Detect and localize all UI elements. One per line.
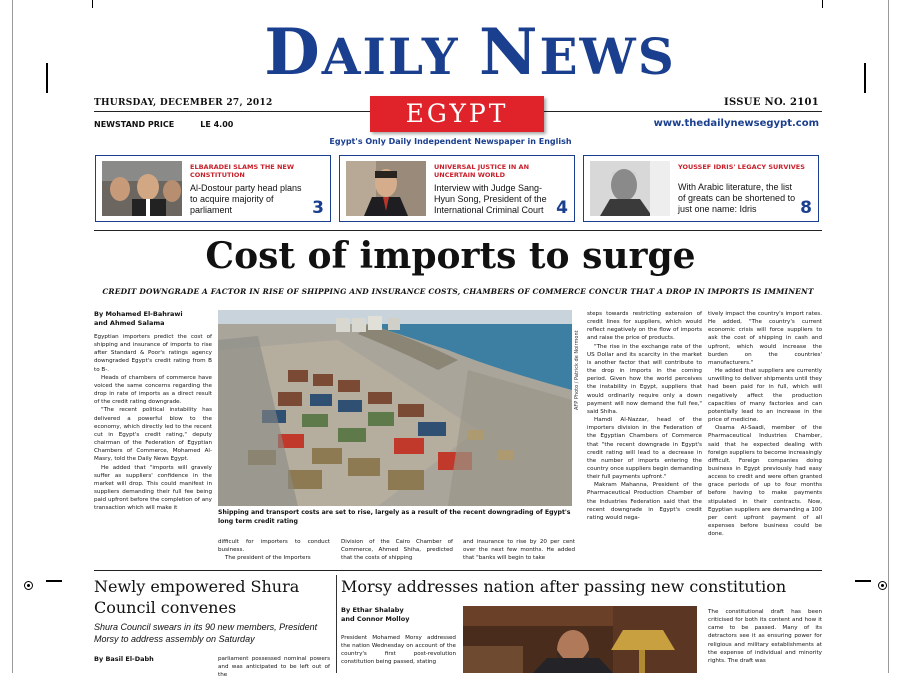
teaser-headline: Al-Dostour party head plans to acquire majority of parliament (190, 183, 302, 215)
teaser-headline: With Arabic literature, the list of greats can be shortened to just one name: Idris (678, 182, 796, 214)
port-photo (218, 310, 572, 506)
masthead-title: DAILY NEWS (264, 15, 676, 90)
crop-mark (822, 0, 823, 8)
lead-byline: By Mohamed El-Bahrawi and Ahmed Salama (94, 310, 183, 327)
crop-mark (92, 0, 93, 8)
shura-deck: Shura Council swears in its 90 new members, President Morsy to address assembly on Saturday (94, 622, 318, 644)
lead-column-4: and insurance to rise by 20 per cent over the next few months. He added that "banks will begin to take (463, 539, 575, 562)
lead-headline: Cost of imports to surge (205, 235, 696, 277)
crop-mark (864, 63, 866, 93)
teaser-page-number: 3 (312, 198, 324, 218)
teaser-elbaradei[interactable] (95, 155, 331, 222)
teaser-headline: Interview with Judge Sang-Hyun Song, President of the International Criminal Court (434, 183, 547, 215)
issue-number: ISSUE NO. 2101 (724, 97, 819, 108)
teaser-universal-justice[interactable] (339, 155, 575, 222)
newsstand-price: NEWSTAND PRICE LE 4.00 (94, 120, 234, 129)
teaser-kicker: ELBARADEI SLAMS THE NEW CONSTITUTION (190, 163, 295, 179)
crop-mark (855, 580, 871, 582)
teaser-photo (590, 161, 670, 216)
lead-column-3: Division of the Cairo Chamber of Commerce, Ahmed Shiha, predicted that the costs of shipping (341, 539, 453, 562)
photo-caption: Shipping and transport costs are set to rise, largely as a result of the recent downgrading of Egypt's long term credit rating (218, 509, 571, 525)
teaser-photo (102, 161, 182, 216)
morsy-byline: By Ethar Shalaby and Connor Molloy (341, 606, 410, 623)
teaser-page-number: 8 (800, 198, 812, 218)
registration-mark (24, 581, 33, 590)
shura-byline: By Basil El-Dabh (94, 655, 154, 663)
column-divider (336, 575, 337, 673)
morsy-headline: Morsy addresses nation after passing new constitution (341, 577, 787, 596)
lead-column-1: Egyptian importers predict the cost of shipping and insurance of imports to rise after Standard & Poor's ratings agency downgraded Egypt's credit rating from B to B-. Heads of chambers of commerce have voiced the same concerns regarding the drop in rate of imports as a direct result of the credit rating downgrade. "The recent political instability has delivered a powerful blow to the economy, which directly led to the recent cut in Egypt's credit rating," deputy chairman of the Federation of Egyptian Chambers of Commerce, Mohamed Al-Masry, told the Daily News Egypt. He added that "imports will gravely suffer as suppliers' confidence in the market will drop. This could manifest in suppliers demanding their full fee being paid upfront before the completion of any transaction which will make it (94, 334, 212, 512)
teaser-youssef-idris[interactable] (583, 155, 819, 222)
lead-column-5: tively impact the country's import rates. He added, "The country's current economic crisis will force suppliers to ask the cost of shipping in cash and upfront, which would increase the burden on the countries' manufacturers." He added that suppliers are currently unwilling to deliver shipments until they had been paid for in full, which will negatively affect the production capacities of many factories and can potentially lead to an increase in the price of medicine. Osama Al-Saadi, member of the Pharmaceutical Industries Chamber, said that he expected dealing with foreign suppliers to become increasingly difficult. Foreign companies doing business in Egypt previously had easy access to credit and were often granted grace periods of up to four months before having to make payments stipulated in their contracts. Now, Egyptian suppliers are demanding a 100 per cent upfront payment of all expenses before business could be done. (708, 311, 822, 538)
section-rule (94, 570, 822, 571)
crop-mark (46, 63, 48, 93)
website-url[interactable]: www.thedailynewsegypt.com (653, 118, 819, 129)
teaser-kicker: UNIVERSAL JUSTICE IN AN UNCERTAIN WORLD (434, 163, 530, 179)
lead-column-2: difficult for importers to conduct business. The president of the Importers (218, 539, 330, 562)
crop-mark (12, 0, 13, 673)
morsy-right-column: The constitutional draft has been criticised for both its content and how it came to be passed. Many of its detractors see it as ensuring power for religious and military establishments at the expense of individual and minority rights. The draft was (708, 609, 822, 664)
lead-column-4-top: steps towards restricting extension of credit lines for suppliers, which would reflect negatively on the flow of imports and raise the price of products. "The rise in the exchange rate of the US Dollar and its scarcity in the market is another factor that will contribute to the drop in imports in the coming period. Given how the world perceives the instability in Egypt, suppliers that would ordinarily require only a down payment will now demand the full fee," said Shiha. Hamdi Al-Nazzar, head of the importers division in the Federation of the Egyptian Chambers of Commerce that "the recent downgrade in Egypt's credit rating will lead to a decrease in the number of imports entering the country once suppliers begin demanding their full payments upfront." Makram Mahanna, President of the Pharmaceutical Production Chamber of the Industries Federation said that the recent downgrade in Egypt's credit rating would nega- (587, 311, 702, 521)
morsy-photo (463, 606, 697, 673)
shura-column: parliament possessed nominal powers and was anticipated to be left out of the (218, 656, 330, 679)
morsy-column: President Mohamed Morsy addressed the nation Wednesday on account of the country's first post-revolution constitution being passed, stating (341, 635, 456, 666)
registration-mark (878, 581, 887, 590)
section-rule (94, 230, 822, 231)
lead-deck: CREDIT DOWNGRADE A FACTOR IN RISE OF SHIPPING AND INSURANCE COSTS, CHAMBERS OF COMMERCE CONCUR THAT A DROP IN IMPORTS IS IMMINENT (102, 287, 814, 296)
teaser-kicker: YOUSSEF IDRIS' LEGACY SURVIVES (678, 163, 805, 171)
crop-mark (46, 580, 62, 582)
teaser-page-number: 4 (556, 198, 568, 218)
photo-credit: AFP Photo / Patrick de Noirmont (574, 330, 580, 410)
crop-mark (888, 0, 889, 673)
teaser-photo (346, 161, 426, 216)
dateline: THURSDAY, DECEMBER 27, 2012 (94, 98, 273, 108)
shura-headline: Newly empowered Shura Council convenes (94, 577, 300, 617)
edition-banner: EGYPT (370, 96, 544, 132)
tagline: Egypt's Only Daily Independent Newspaper in English (329, 137, 572, 146)
